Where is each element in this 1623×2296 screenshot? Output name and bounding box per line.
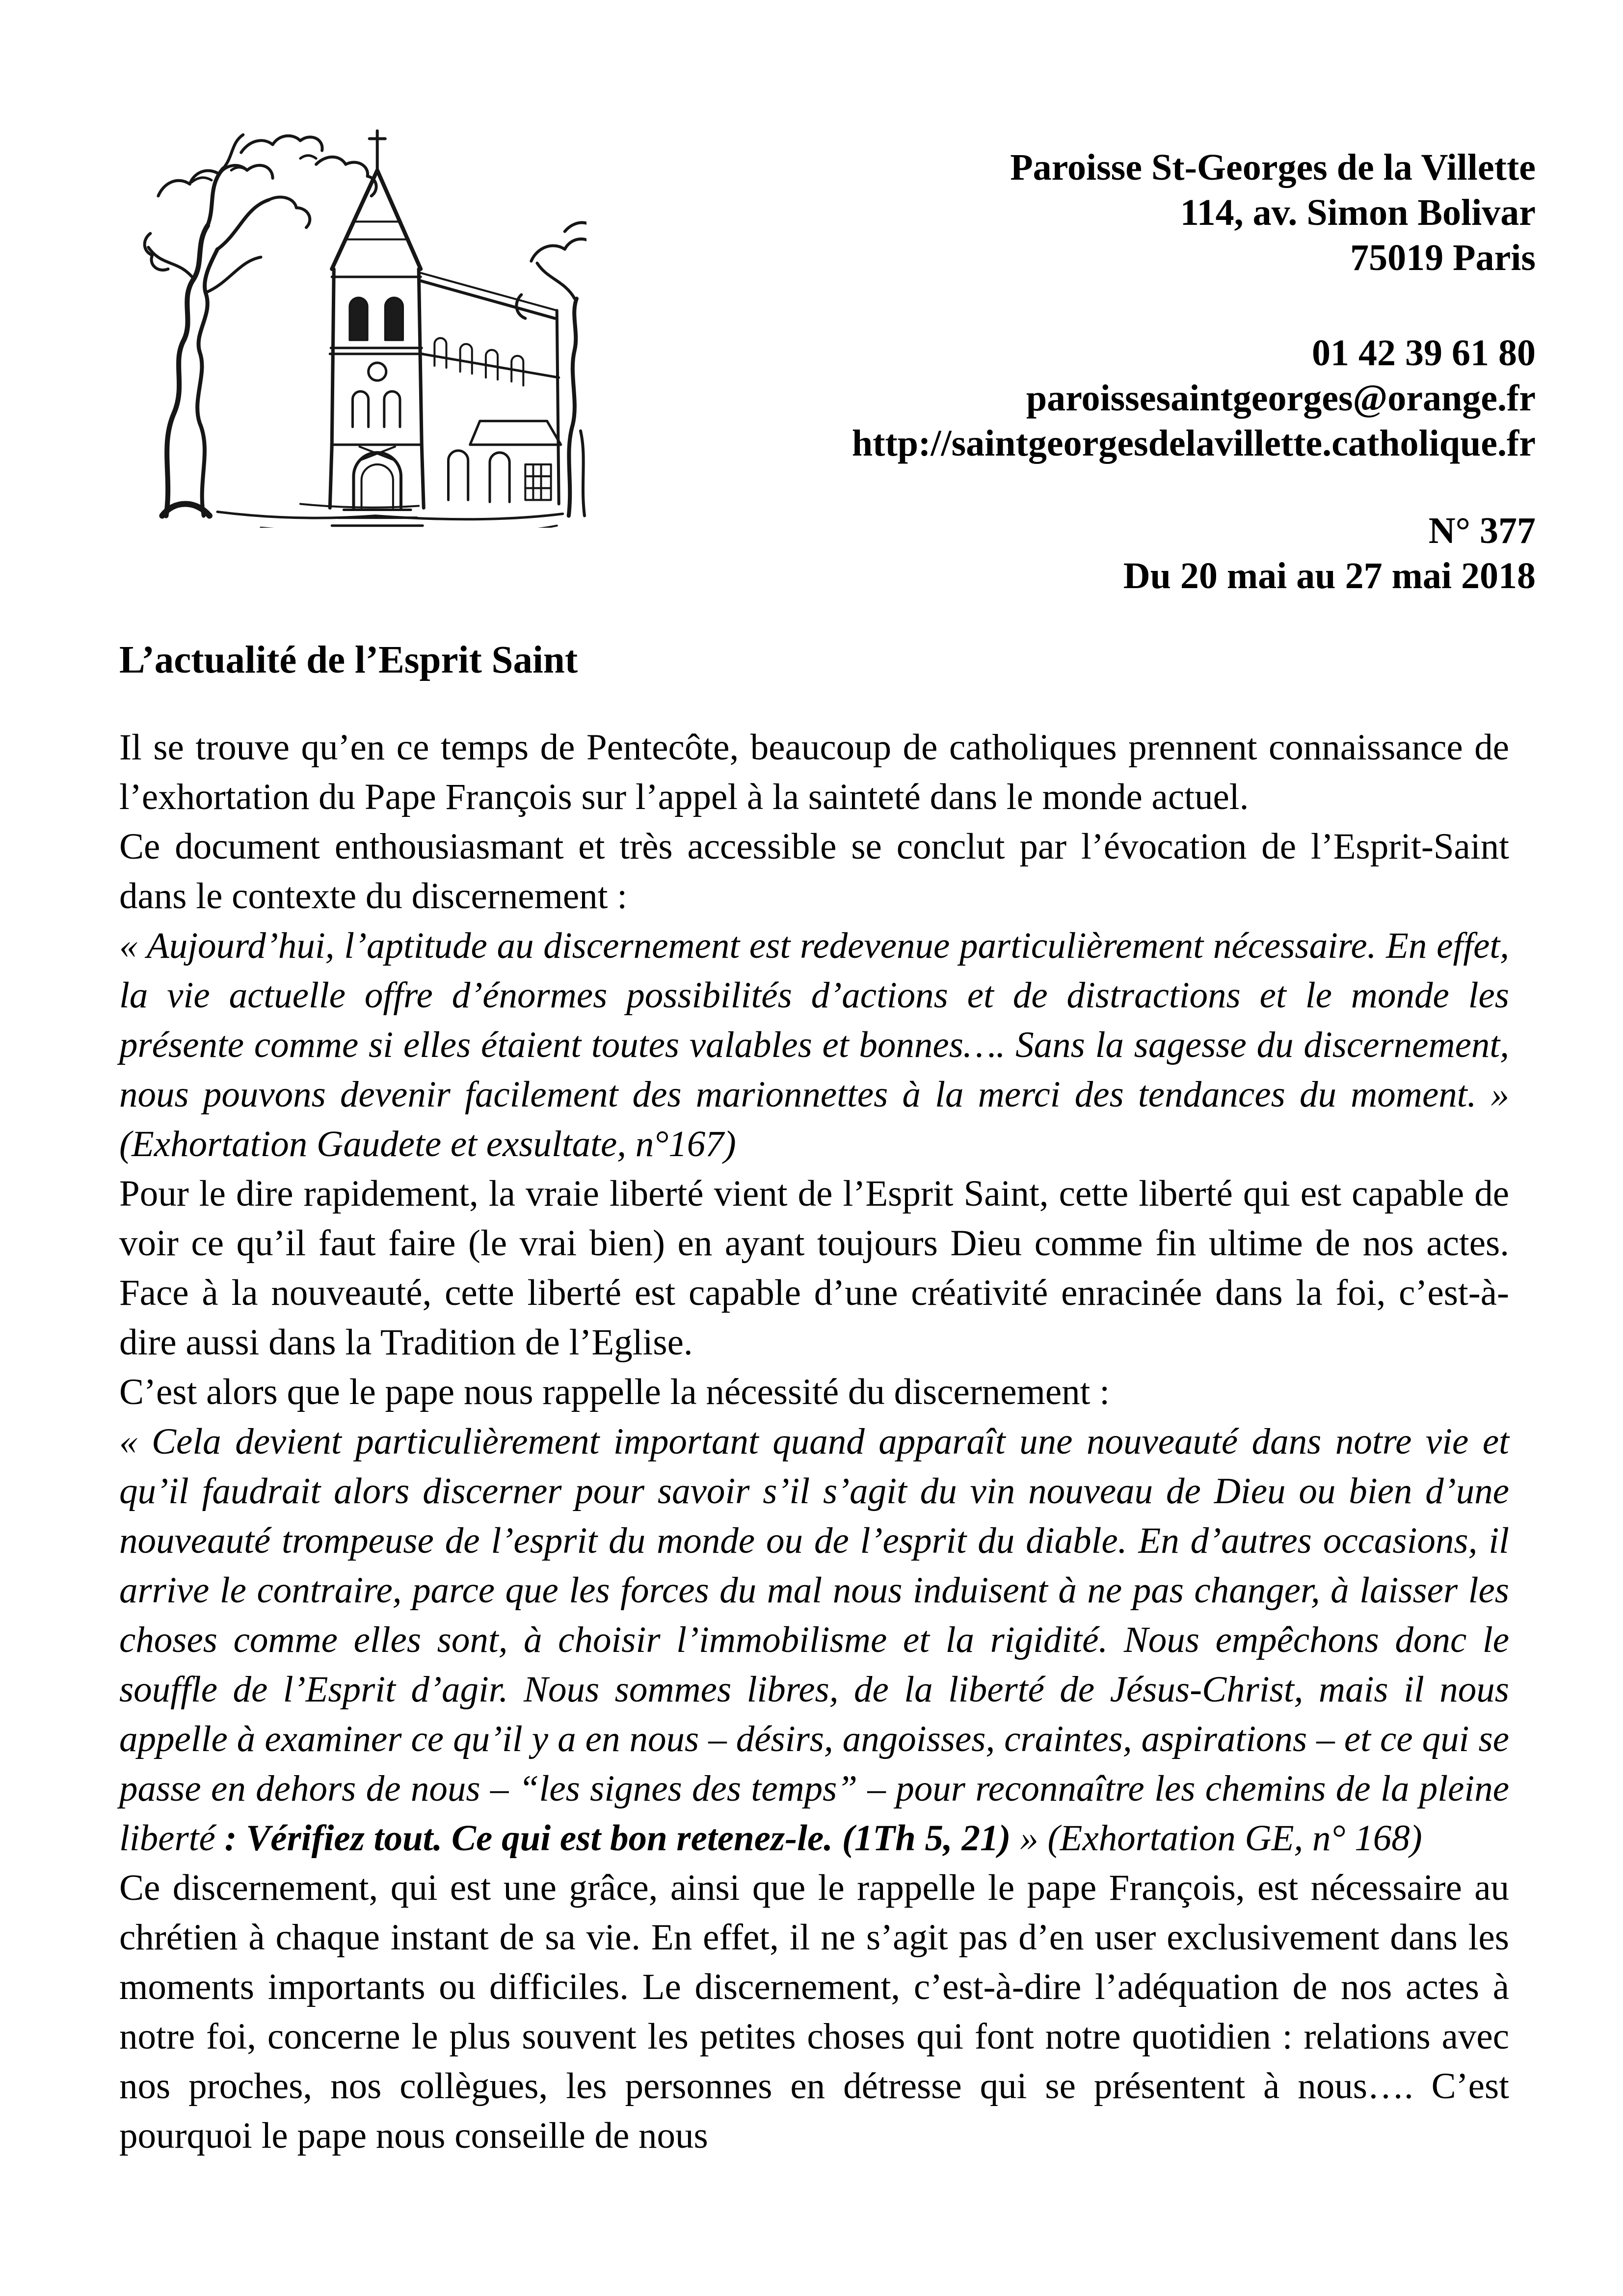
address-line-1: 114, av. Simon Bolivar [1180, 192, 1536, 233]
address-line-2: 75019 Paris [1350, 237, 1536, 278]
article-title: L’actualité de l’Esprit Saint [119, 639, 578, 681]
article-body [119, 723, 1509, 2161]
issue-number: N° 377 [1428, 510, 1536, 551]
header-contact-block [852, 145, 1536, 598]
website-url: http://saintgeorgesdelavillette.catholique.fr [851, 423, 1536, 464]
quote-closing-guillemet: » [1011, 1818, 1048, 1859]
phone-number: 01 42 39 61 80 [1312, 332, 1536, 374]
paragraph: Pour le dire rapidement, la vraie liberté vient de l’Esprit Saint, cette liberté qui est capable de voir ce qu’il faut faire (le vrai bien) en ayant toujours Dieu comme fin ultime de nos actes. Face à la nouveauté, cette liberté est capable d’une créativité enracinée dans la foi, c’est-à-dire aussi dans la Tradition de l’Eglise. [119, 1173, 1509, 1363]
quote-citation: (Exhortation GE, n° 168) [1047, 1818, 1422, 1859]
quote-text: « Cela devient particulièrement important quand apparaît une nouveauté dans notre vie et qu’il faudrait alors discerner pour savoir s’il s’agit du vin nouveau de Dieu ou bien d’une nouveauté trompeuse de l’esprit du monde ou de l’esprit du diable. En d’autres occasions, il arrive le contraire, parce que les forces du mal nous induisent à ne pas changer, à laisser les choses comme elles sont, à choisir l’immobilisme et la rigidité. Nous empêchons donc le souffle de l’Esprit d’agir. Nous sommes libres, de la liberté de Jésus-Christ, mais il nous appelle à examiner ce qu’il y a en nous – désirs, angoisses, craintes, aspirations – et ce qui se passe en dehors de nous – “les signes des temps” – pour reconnaître les chemins de la pleine liberté [119, 1421, 1509, 1859]
email-address: paroissesaintgeorges@orange.fr [1026, 378, 1536, 419]
quote-bold-emphasis: : Vérifiez tout. Ce qui est bon retenez-le. (1Th 5, 21) [215, 1818, 1011, 1859]
issue-date-range: Du 20 mai au 27 mai 2018 [1123, 555, 1536, 596]
quote-paragraph: « Aujourd’hui, l’aptitude au discernement est redevenue particulièrement nécessaire. En effet, la vie actuelle offre d’énormes possibilités d’actions et de distractions et le monde les présente comme si elles étaient toutes valables et bonnes…. Sans la sagesse du discernement, nous pouvons devenir facilement des marionnettes à la merci des tendances du moment. » (Exhortation Gaudete et exsultate, n°167) [119, 925, 1509, 1164]
paragraph: Il se trouve qu’en ce temps de Pentecôte, beaucoup de catholiques prennent connaissance de l’exhortation du Pape François sur l’appel à la sainteté dans le monde actuel. [119, 727, 1509, 817]
quote-paragraph [119, 1417, 1509, 1863]
church-illustration [123, 113, 586, 528]
paragraph: C’est alors que le pape nous rappelle la nécessité du discernement : [119, 1372, 1110, 1412]
paragraph: Ce document enthousiasmant et très accessible se conclut par l’évocation de l’Esprit-Saint dans le contexte du discernement : [119, 826, 1509, 917]
parish-name: Paroisse St-Georges de la Villette [1010, 147, 1536, 188]
church-icon [123, 113, 586, 528]
paragraph: Ce discernement, qui est une grâce, ainsi que le rappelle le pape François, est nécessaire au chrétien à chaque instant de sa vie. En effet, il ne s’agit pas d’en user exclusivement dans les moments importants ou difficiles. Le discernement, c’est-à-dire l’adéquation de nos actes à notre foi, concerne le plus souvent les petites choses qui font notre quotidien : relations avec nos proches, nos collègues, les personnes en détresse qui se présentent à nous…. C’est pourquoi le pape nous conseille de nous [119, 1867, 1509, 2156]
